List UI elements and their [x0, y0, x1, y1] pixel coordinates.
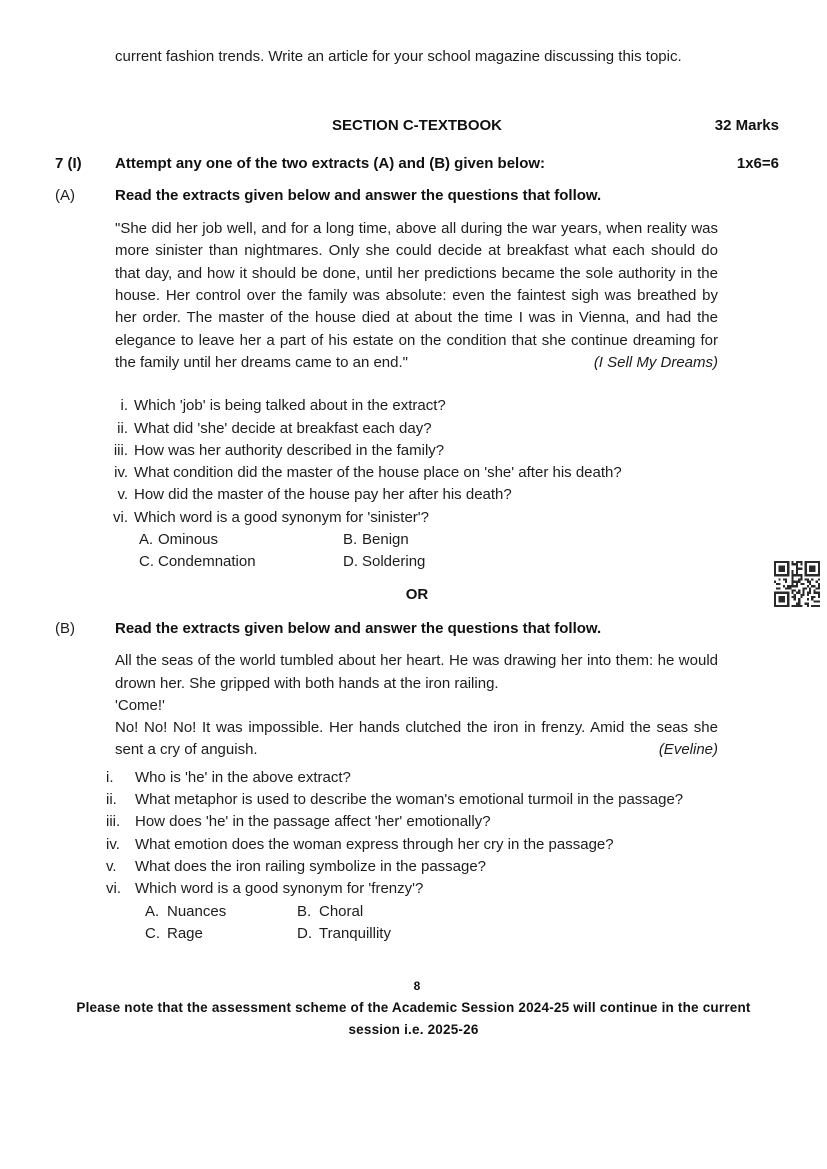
question-text: How did the master of the house pay her after his death?	[134, 486, 512, 504]
option-c	[145, 923, 297, 945]
option-letter: D.	[343, 553, 358, 571]
question-numeral: ii.	[106, 791, 117, 809]
question-row	[0, 507, 827, 529]
question-row	[0, 834, 827, 856]
question-row	[0, 856, 827, 878]
extract-b-passage-line: 'Come!'	[115, 696, 165, 714]
question-numeral: v.	[106, 857, 117, 875]
question-text: What condition did the master of the house place on 'she' after his death?	[134, 464, 622, 482]
question-row	[0, 440, 827, 462]
question-row	[0, 484, 827, 506]
question-row	[0, 789, 827, 811]
question-text: Which word is a good synonym for 'sinister'?	[134, 508, 430, 526]
option-c	[139, 551, 343, 573]
extract-a-source: (I Sell My Dreams)	[593, 353, 718, 371]
option-a	[139, 529, 343, 551]
option-letter: B.	[297, 902, 312, 920]
extract-a-label: (A)	[55, 186, 75, 204]
extract-a-passage-text: "She did her job well, and for a long time, above all during the war years, when reality was more sinister than nightmares. Only she could decide at breakfast what each should do that day, and how it should be done, until her predictions became the sole authority in the house. Her control over the family was absolute: even the faintest sigh was breathed by her order. The master of the house died at about the time I was in Vienna, and had the elegance to leave her a part of his estate on the condition that she continue dreaming for the family until her dreams came to an end."	[115, 220, 718, 371]
option-letter: A.	[139, 531, 154, 549]
question-numeral: iii.	[113, 441, 128, 459]
option-text: Benign	[362, 531, 409, 549]
extract-a-heading: Read the extracts given below and answer the questions that follow.	[115, 186, 602, 204]
option-text: Rage	[167, 924, 203, 942]
question-numeral: i.	[106, 768, 114, 786]
question-numeral: i.	[120, 397, 128, 415]
section-title: SECTION C-TEXTBOOK	[331, 117, 502, 135]
question-numeral: iv.	[114, 464, 128, 482]
intro-paragraph: current fashion trends. Write an article for your school magazine discussing this topic.	[115, 48, 682, 65]
page-number: 8	[413, 979, 421, 994]
question-row	[0, 878, 827, 900]
option-b	[297, 901, 827, 923]
option-text: Soldering	[362, 553, 426, 571]
question-row	[0, 767, 827, 789]
question-text: What does the iron railing symbolize in the passage?	[135, 857, 487, 875]
assessment-note: Please note that the assessment scheme of the Academic Session 2024-25 will continue in the current session i.e. 2025-26	[76, 1000, 751, 1037]
question-numeral: v.	[117, 486, 128, 504]
extract-b-heading-row	[0, 618, 827, 640]
option-letter: B.	[343, 531, 358, 549]
extract-b-passage-line	[115, 717, 718, 762]
extract-b-passage-line: All the seas of the world tumbled about her heart. He was drawing her into them: he would drown her. She gripped with both hands at the iron railing.	[115, 652, 718, 692]
option-letter: C.	[139, 553, 154, 571]
option-d	[343, 551, 827, 573]
option-text: Nuances	[167, 902, 227, 920]
question-row	[0, 418, 827, 440]
section-marks: 32 Marks	[714, 117, 779, 135]
question-text: What metaphor is used to describe the woman's emotional turmoil in the passage?	[135, 791, 684, 809]
option-letter: C.	[145, 924, 160, 942]
question-row	[0, 462, 827, 484]
question-instruction: Attempt any one of the two extracts (A) and (B) given below:	[115, 154, 546, 172]
extract-a-options	[139, 529, 827, 574]
option-text: Tranquillity	[319, 924, 391, 942]
question-7-row	[0, 153, 827, 175]
extract-a-questions	[0, 395, 827, 573]
question-row	[0, 395, 827, 417]
question-marks: 1x6=6	[736, 154, 779, 172]
extract-b-source: (Eveline)	[658, 741, 718, 759]
option-letter: D.	[297, 924, 312, 942]
extract-b-passage	[115, 650, 718, 761]
question-text: How was her authority described in the family?	[134, 441, 445, 459]
question-numeral: vi.	[106, 880, 121, 898]
extract-b-options	[145, 901, 827, 946]
question-row	[0, 811, 827, 833]
section-heading-row	[0, 115, 827, 137]
question-numeral: iii.	[106, 813, 121, 831]
question-text: What emotion does the woman express through her cry in the passage?	[135, 835, 614, 853]
question-text: Which word is a good synonym for 'frenzy'?	[135, 880, 424, 898]
question-text: Who is 'he' in the above extract?	[135, 768, 351, 786]
extract-b-label: (B)	[55, 619, 75, 637]
option-b	[343, 529, 827, 551]
question-number: 7 (I)	[55, 154, 82, 172]
question-text: How does 'he' in the passage affect 'her' emotionally?	[135, 813, 491, 831]
question-numeral: ii.	[117, 419, 128, 437]
extract-b-heading: Read the extracts given below and answer the questions that follow.	[115, 619, 602, 637]
extract-a-heading-row	[0, 185, 827, 207]
question-text: Which 'job' is being talked about in the extract?	[134, 397, 446, 415]
or-separator: OR	[405, 585, 429, 603]
option-d	[297, 923, 827, 945]
option-text: Condemnation	[158, 553, 256, 571]
question-numeral: iv.	[106, 835, 120, 853]
option-text: Ominous	[158, 531, 219, 549]
extract-b-passage-text: No! No! No! It was impossible. Her hands clutched the iron in frenzy. Amid the seas she sent a cry of anguish.	[115, 719, 718, 759]
question-text: What did 'she' decide at breakfast each day?	[134, 419, 432, 437]
question-numeral: vi.	[113, 508, 128, 526]
option-text: Choral	[319, 902, 364, 920]
option-letter: A.	[145, 902, 160, 920]
qr-code-icon	[774, 561, 820, 607]
extract-a-passage	[115, 218, 718, 374]
option-a	[145, 901, 297, 923]
extract-b-questions	[0, 767, 827, 945]
